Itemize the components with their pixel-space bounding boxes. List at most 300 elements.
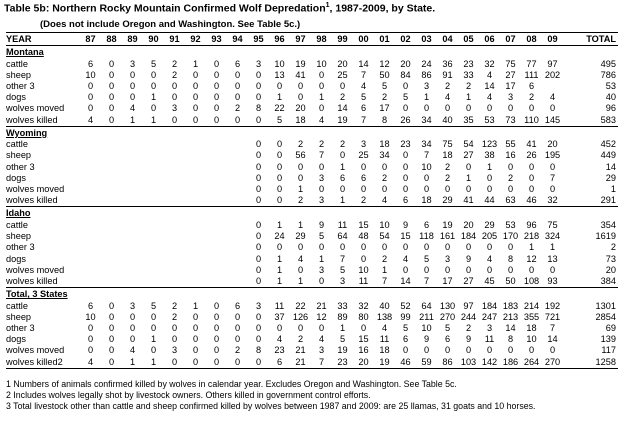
table-cell: 3	[318, 264, 325, 275]
header-year-col: 08	[521, 33, 542, 46]
table-cell: 0	[549, 161, 556, 172]
header-year-col: 99	[332, 33, 353, 46]
table-cell	[80, 220, 101, 231]
footnote-3: 3 Total livestock other than cattle and sheep confirmed killed by wolves between 1987 and 2009: are 25 llamas, 31 goats and 10 horses.	[6, 401, 536, 412]
table-cell: 19	[374, 357, 395, 369]
table-row	[6, 70, 618, 81]
table-cell: 4	[129, 103, 136, 114]
header-year-col: 95	[248, 33, 269, 46]
table-cell	[227, 220, 248, 231]
row-total: 117	[601, 345, 616, 356]
table-cell	[206, 139, 227, 150]
table-cell: 46	[521, 195, 542, 207]
table-cell: 0	[213, 58, 220, 69]
table-cell: 41	[458, 195, 479, 207]
table-cell: 10	[274, 58, 285, 69]
table-cell: 75	[505, 58, 516, 69]
table-cell: 118	[419, 231, 434, 242]
table-cell: 0	[507, 345, 514, 356]
table-cell: 3	[255, 58, 262, 69]
table-cell: 130	[439, 300, 456, 311]
table-cell: 2	[171, 311, 178, 322]
table-cell: 0	[465, 161, 472, 172]
row-total: 495	[600, 58, 616, 69]
table-cell: 0	[129, 334, 136, 345]
table-cell: 10	[526, 334, 537, 345]
table-cell: 15	[400, 231, 411, 242]
table-cell: 0	[402, 150, 409, 161]
table-cell	[143, 220, 164, 231]
table-cell: 0	[549, 345, 556, 356]
table-cell: 0	[507, 103, 514, 114]
table-cell: 0	[87, 80, 94, 91]
table-cell: 1	[465, 92, 472, 103]
table-cell: 1	[339, 161, 346, 172]
table-cell	[164, 139, 185, 150]
table-cell: 0	[444, 242, 451, 253]
table-cell	[122, 139, 143, 150]
table-cell: 3	[507, 92, 514, 103]
table-cell: 4	[129, 345, 136, 356]
table-cell	[101, 265, 122, 276]
table-cell: 6	[87, 300, 94, 311]
table-cell: 24	[421, 58, 432, 69]
table-cell	[206, 254, 227, 265]
row-label: wolves moved	[6, 345, 65, 356]
table-cell: 1	[465, 172, 472, 183]
table-cell: 16	[505, 150, 516, 161]
table-cell: 17	[437, 276, 458, 288]
table-cell: 161	[439, 231, 456, 242]
table-row	[6, 357, 618, 369]
table-cell: 6	[234, 58, 241, 69]
table-cell: 0	[381, 242, 388, 253]
table-cell: 1	[143, 357, 164, 369]
row-label: sheep	[6, 69, 32, 80]
table-cell: 33	[463, 69, 474, 80]
table-cell: 86	[437, 357, 458, 369]
table-cell: 218	[523, 231, 540, 242]
table-row	[6, 301, 618, 312]
row-total: 384	[563, 276, 618, 288]
header-year-col: 98	[311, 33, 332, 46]
table-cell: 0	[339, 80, 346, 91]
table-cell: 2	[444, 161, 451, 172]
table-cell: 64	[337, 231, 348, 242]
table-cell	[185, 150, 206, 161]
table-cell: 0	[255, 242, 262, 253]
header-year-col: 96	[269, 33, 290, 46]
table-cell	[101, 139, 122, 150]
table-cell: 0	[150, 323, 157, 334]
table-cell: 3	[423, 80, 430, 91]
table-cell	[122, 173, 143, 184]
row-label: wolves moved	[6, 184, 65, 195]
table-cell: 14	[358, 58, 369, 69]
table-cell: 10	[421, 323, 432, 334]
table-cell: 1	[276, 264, 283, 275]
table-cell: 24	[274, 231, 285, 242]
table-cell: 0	[108, 345, 115, 356]
table-cell: 270	[542, 357, 563, 369]
table-cell: 2	[234, 345, 241, 356]
table-cell: 4	[276, 334, 283, 345]
table-cell: 27	[505, 69, 516, 80]
header-year-col: 90	[143, 33, 164, 46]
table-cell: 9	[465, 253, 472, 264]
table-cell: 0	[108, 334, 115, 345]
table-cell: 0	[402, 80, 409, 91]
table-cell: 21	[290, 357, 311, 369]
section-header-filler	[122, 126, 618, 139]
table-cell: 0	[213, 103, 220, 114]
table-cell: 0	[423, 242, 430, 253]
row-label: wolves killed2	[6, 357, 80, 369]
table-cell	[185, 195, 206, 207]
table-cell: 10	[85, 69, 96, 80]
table-cell	[164, 254, 185, 265]
table-cell	[122, 184, 143, 195]
table-cell: 41	[526, 139, 537, 150]
table-cell: 108	[521, 276, 542, 288]
table-cell	[185, 162, 206, 173]
table-cell: 6	[360, 103, 367, 114]
table-cell: 0	[150, 345, 157, 356]
table-cell: 0	[129, 311, 136, 322]
table-cell	[122, 276, 143, 288]
table-cell: 0	[402, 345, 409, 356]
table-cell: 0	[423, 103, 430, 114]
row-total: 2	[610, 242, 616, 253]
table-cell: 4	[80, 357, 101, 369]
table-cell	[227, 150, 248, 161]
header-year-col: 02	[395, 33, 416, 46]
table-cell: 10	[379, 219, 390, 230]
table-cell	[101, 276, 122, 288]
table-cell	[206, 220, 227, 231]
table-cell	[122, 254, 143, 265]
table-cell: 6	[87, 58, 94, 69]
row-total: 2854	[595, 311, 616, 322]
table-cell	[101, 184, 122, 195]
table-cell: 202	[544, 69, 561, 80]
table-cell: 244	[460, 311, 477, 322]
table-cell: 4	[311, 115, 332, 127]
table-cell: 0	[507, 264, 514, 275]
table-cell	[185, 242, 206, 253]
table-row	[6, 254, 618, 265]
table-cell: 0	[402, 184, 409, 195]
table-row	[6, 323, 618, 334]
table-cell: 0	[276, 139, 283, 150]
table-cell: 20	[547, 139, 558, 150]
table-cell: 0	[486, 242, 493, 253]
section-header-row	[6, 288, 618, 301]
table-cell: 0	[311, 276, 332, 288]
table-cell: 0	[444, 184, 451, 195]
table-cell: 3	[444, 253, 451, 264]
table-cell: 0	[276, 323, 283, 334]
table-row	[6, 173, 618, 184]
table-cell: 0	[444, 345, 451, 356]
table-cell: 0	[297, 172, 304, 183]
table-cell: 0	[402, 172, 409, 183]
row-total: 139	[600, 334, 616, 345]
table-title-main: Table 5b: Northern Rocky Mountain Confirmed Wolf Depredation	[4, 2, 326, 15]
table-cell: 2	[353, 195, 374, 207]
table-cell: 0	[402, 242, 409, 253]
table-cell: 25	[337, 69, 348, 80]
table-cell: 17	[379, 103, 390, 114]
table-cell: 0	[248, 357, 269, 369]
table-cell: 93	[542, 276, 563, 288]
table-cell: 186	[500, 357, 521, 369]
table-cell	[206, 184, 227, 195]
table-cell: 4	[486, 69, 493, 80]
table-cell: 0	[129, 80, 136, 91]
table-cell: 2	[339, 139, 346, 150]
table-cell: 10	[85, 311, 96, 322]
table-cell: 0	[528, 172, 535, 183]
table-cell	[185, 254, 206, 265]
table-cell: 20	[353, 357, 374, 369]
table-cell	[80, 254, 101, 265]
row-label: wolves moved	[6, 103, 65, 114]
table-cell: 29	[437, 195, 458, 207]
table-cell: 19	[332, 115, 353, 127]
table-cell: 0	[108, 323, 115, 334]
table-cell	[206, 173, 227, 184]
table-cell: 32	[484, 58, 495, 69]
table-cell: 0	[297, 92, 304, 103]
table-cell: 6	[360, 172, 367, 183]
table-cell: 0	[255, 219, 262, 230]
row-label: sheep	[6, 311, 32, 322]
table-cell: 247	[481, 311, 498, 322]
table-cell: 1	[192, 300, 199, 311]
table-cell: 9	[423, 334, 430, 345]
table-cell	[80, 276, 101, 288]
table-cell: 123	[481, 139, 498, 150]
table-cell	[164, 173, 185, 184]
header-year-col: 89	[122, 33, 143, 46]
table-cell: 6	[528, 80, 535, 91]
table-cell	[101, 220, 122, 231]
table-cell: 56	[295, 150, 306, 161]
table-row	[6, 312, 618, 323]
table-row	[6, 334, 618, 345]
table-cell: 0	[192, 103, 199, 114]
table-cell: 0	[486, 103, 493, 114]
table-cell: 0	[465, 184, 472, 195]
table-cell: 52	[400, 300, 411, 311]
table-cell: 0	[255, 69, 262, 80]
table-cell: 0	[171, 92, 178, 103]
row-label: dogs	[6, 253, 26, 264]
table-cell: 0	[444, 264, 451, 275]
table-cell: 2	[444, 80, 451, 91]
table-cell: 2	[171, 58, 178, 69]
table-cell: 48	[358, 231, 369, 242]
table-cell: 0	[206, 115, 227, 127]
table-cell: 40	[437, 115, 458, 127]
table-subtitle: (Does not include Oregon and Washington. See Table 5c.)	[40, 19, 301, 30]
table-cell: 0	[297, 242, 304, 253]
table-cell: 0	[87, 345, 94, 356]
table-cell: 29	[484, 219, 495, 230]
row-label: other 3	[6, 242, 35, 253]
header-year-col: 01	[374, 33, 395, 46]
table-cell	[143, 195, 164, 207]
table-cell: 0	[255, 150, 262, 161]
table-cell: 6	[444, 334, 451, 345]
row-total: 20	[605, 264, 616, 275]
table-cell	[143, 265, 164, 276]
table-cell: 0	[360, 161, 367, 172]
table-cell: 5	[444, 323, 451, 334]
table-cell: 0	[108, 300, 115, 311]
table-cell	[185, 231, 206, 242]
table-cell: 0	[87, 92, 94, 103]
table-cell: 0	[234, 334, 241, 345]
footnotes	[6, 379, 535, 413]
table-cell: 19	[442, 219, 453, 230]
table-cell: 11	[274, 300, 285, 311]
table-cell	[185, 139, 206, 150]
table-cell: 21	[295, 345, 306, 356]
table-cell: 0	[402, 103, 409, 114]
row-total: 354	[600, 219, 616, 230]
table-cell: 0	[381, 184, 388, 195]
table-cell: 7	[353, 115, 374, 127]
table-cell: 264	[521, 357, 542, 369]
table-cell: 17	[505, 80, 516, 91]
section-header-row	[6, 46, 618, 59]
table-cell: 0	[465, 345, 472, 356]
table-cell: 84	[400, 69, 411, 80]
header-year-col: 09	[542, 33, 563, 46]
table-cell: 10	[358, 264, 369, 275]
table-cell: 34	[421, 139, 432, 150]
table-cell: 7	[416, 276, 437, 288]
table-cell: 14	[395, 276, 416, 288]
table-cell: 211	[419, 311, 434, 322]
table-cell: 0	[129, 92, 136, 103]
table-cell: 0	[402, 161, 409, 172]
table-cell: 5	[402, 323, 409, 334]
section-header-filler	[122, 207, 618, 220]
table-title	[4, 2, 435, 15]
row-label: wolves killed	[6, 115, 80, 127]
section-header-row	[6, 207, 618, 220]
table-cell: 183	[502, 300, 519, 311]
table-cell: 3	[311, 195, 332, 207]
table-row	[6, 103, 618, 114]
header-year-col: 03	[416, 33, 437, 46]
table-cell: 11	[379, 334, 390, 345]
table-cell: 0	[465, 264, 472, 275]
table-cell: 8	[507, 334, 514, 345]
table-cell: 7	[311, 357, 332, 369]
table-cell: 20	[400, 58, 411, 69]
header-year-col: 07	[500, 33, 521, 46]
header-year-col: 87	[80, 33, 101, 46]
table-cell: 0	[318, 103, 325, 114]
table-cell	[206, 150, 227, 161]
table-cell: 0	[276, 80, 283, 91]
header-year-col: 93	[206, 33, 227, 46]
table-cell: 2	[339, 92, 346, 103]
row-total: 40	[605, 92, 616, 103]
row-total: 1301	[595, 300, 616, 311]
table-cell: 1	[150, 92, 157, 103]
table-cell	[164, 265, 185, 276]
table-row	[6, 81, 618, 92]
row-total: 14	[605, 161, 616, 172]
table-cell: 46	[395, 357, 416, 369]
table-cell: 0	[248, 195, 269, 207]
table-cell: 0	[171, 323, 178, 334]
table-cell: 12	[526, 253, 537, 264]
footnote-2: 2 Includes wolves legally shot by livestock owners. Others killed in government control efforts.	[6, 390, 371, 401]
table-cell: 0	[185, 115, 206, 127]
table-cell: 0	[164, 357, 185, 369]
table-cell	[206, 162, 227, 173]
table-cell: 1	[192, 58, 199, 69]
table-cell	[122, 242, 143, 253]
table-cell: 0	[192, 80, 199, 91]
table-cell	[80, 265, 101, 276]
row-label: sheep	[6, 150, 32, 161]
table-cell: 23	[400, 139, 411, 150]
table-cell: 45	[479, 276, 500, 288]
table-cell: 0	[192, 323, 199, 334]
table-cell: 7	[549, 172, 556, 183]
table-cell: 53	[505, 219, 516, 230]
table-cell: 0	[507, 184, 514, 195]
table-cell: 14	[547, 334, 558, 345]
row-label: sheep	[6, 231, 32, 242]
table-cell: 0	[318, 69, 325, 80]
row-label: cattle	[6, 219, 28, 230]
table-cell: 36	[442, 58, 453, 69]
table-cell	[227, 265, 248, 276]
table-cell: 0	[255, 172, 262, 183]
table-cell: 2	[318, 139, 325, 150]
table-cell	[101, 150, 122, 161]
table-cell: 0	[423, 184, 430, 195]
table-cell: 77	[526, 58, 537, 69]
table-cell: 5	[381, 80, 388, 91]
section-header-filler	[122, 46, 618, 59]
table-row	[6, 150, 618, 161]
table-cell: 54	[379, 231, 390, 242]
table-cell	[227, 173, 248, 184]
table-cell	[164, 150, 185, 161]
table-cell	[143, 184, 164, 195]
table-cell: 103	[458, 357, 479, 369]
table-cell	[143, 276, 164, 288]
table-cell: 0	[360, 323, 367, 334]
table-cell: 7	[339, 253, 346, 264]
table-cell	[206, 242, 227, 253]
table-cell	[143, 254, 164, 265]
table-cell: 0	[255, 80, 262, 91]
table-cell	[101, 254, 122, 265]
table-cell: 91	[442, 69, 453, 80]
table-cell: 0	[318, 80, 325, 91]
table-cell: 0	[423, 345, 430, 356]
